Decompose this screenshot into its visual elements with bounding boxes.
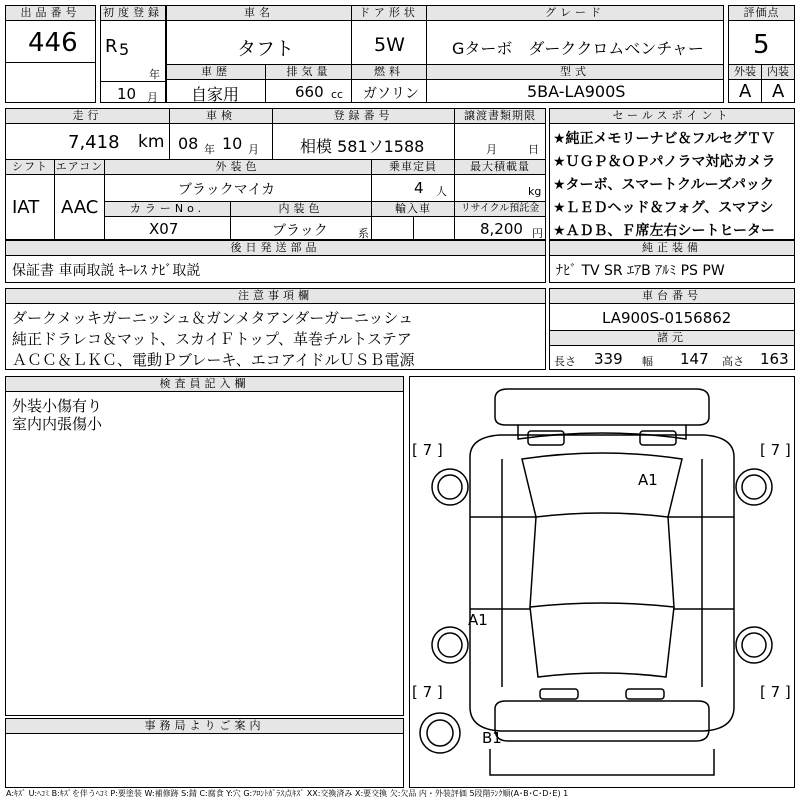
equipment-label: 純正装備 [550,241,794,256]
door-label: ドア形状 [352,6,426,21]
mileage-unit: km [138,132,165,152]
tire-tread-front-right: [ 7 ] [760,441,791,459]
recycle-label: リサイクル預託金 [455,202,545,217]
capacity: 4 [414,179,424,197]
ac-label: エアコン [55,160,104,173]
insp-month-unit: 月 [248,143,259,156]
transfer-day: 日 [528,143,539,156]
insp-year: 08 [178,134,199,153]
load-label: 最大積載量 [455,160,545,175]
sales-point-4: ★ＬＥＤヘッド＆フォグ、スマアシ [553,200,774,216]
int-color-suffix: 系 [358,227,369,240]
year-unit: 年 [149,68,160,81]
mileage: 7,418 [68,132,120,153]
capacity-label: 乗車定員 [372,160,454,175]
height-label: 高さ [722,355,744,368]
length-label: 長さ [554,355,576,368]
sales-points-box [549,108,795,240]
reg-month: 10 [117,85,137,103]
grade-label: グレード [427,6,723,21]
ext-color: ブラックマイカ [178,182,276,198]
legend-footer: A:ｷｽﾞ U:ﾍｺﾐ B:ｷｽﾞを伴うﾍｺﾐ P:要塗装 W:補修跡 S:錆 C:腐食 Y:穴 G:ﾌﾛﾝﾄｶﾞﾗｽ点ｷｽﾞ XX:交換済み X:要交換 欠:欠品 内・外装評価 5段階ﾗﾝｸ順(A･B･C･D･E) 1 [6,789,569,798]
width: 147 [680,350,709,368]
int-color: ブラック [272,223,328,239]
later-parts-box [5,240,546,283]
transfer-label: 譲渡書類期限 [455,109,545,124]
int-grade-label: 内装 [762,65,794,80]
lot-number-box [5,5,96,103]
inspection-label: 車検 [170,109,272,124]
sales-points-label: セールスポイント [550,109,794,124]
month-unit: 月 [147,91,158,104]
grade: Gターボ ダーククロムベンチャー [452,39,704,58]
first-registration-label: 初度登録 [103,6,163,19]
int-grade: A [772,81,785,102]
sales-point-5: ★ＡＤＢ、Ｆ席左右シートヒーター [553,223,775,239]
tire-tread-rear-right: [ 7 ] [760,683,791,701]
car-outline-diagram [410,377,794,787]
door-type: 5W [374,34,405,56]
ext-grade-label: 外装 [729,65,761,80]
chassis-box [549,288,795,370]
model-label: 型式 [427,65,723,80]
inspector-line-1: 外装小傷有り [12,397,103,415]
insp-month: 10 [222,134,243,153]
recycle-unit: 円 [532,227,543,240]
transfer-month: 月 [486,143,497,156]
fuel-label: 燃料 [352,65,426,80]
int-color-label: 内装色 [231,202,371,217]
plate-label: 登録番号 [273,109,454,124]
mileage-label: 走行 [6,109,169,124]
displacement-unit: cc [331,88,344,101]
lot-number-label: 出品番号 [6,6,95,21]
tire-tread-front-left: [ 7 ] [412,441,443,459]
damage-diagram [409,376,795,788]
length: 339 [594,350,623,368]
tire-tread-rear-left: [ 7 ] [412,683,443,701]
capacity-unit: 人 [436,185,447,198]
note-line-1: ダークメッキガーニッシュ＆ガンメタアンダーガーニッシュ [12,309,414,327]
car-name: タフト [237,38,295,60]
note-line-3: ＡＣＣ＆ＬＫＣ、電動Ｐブレーキ、エコアイドルＵＳＢ電源 [12,351,415,369]
history-label: 車歴 [167,65,265,80]
shift-label: シフト [6,160,54,175]
later-parts-label: 後日発送部品 [6,241,545,256]
inspector-line-2: 室内内張傷小 [12,415,103,433]
office-box [5,718,404,788]
import-label: 輸入車 [372,202,454,217]
ext-color-label: 外装色 [105,160,371,175]
first-registration-box [100,5,166,103]
era: R [105,36,118,57]
vehicle-info-box [5,108,546,240]
width-label: 幅 [642,355,653,368]
insp-year-unit: 年 [204,143,215,156]
lot-number: 446 [28,28,78,58]
damage-mark-a1-side: A1 [468,611,488,629]
ac: AAC [61,197,99,218]
fuel: ガソリン [363,86,419,102]
displacement-label: 排気量 [266,65,352,80]
notes-label: 注意事項欄 [6,289,545,304]
sales-point-3: ★ターボ、スマートクルーズパック [553,177,774,193]
sales-point-2: ★ＵＧＰ＆ＯＰパノラマ対応カメラ [553,154,776,170]
car-name-label: 車名 [167,6,351,21]
office-label: 事務局よりご案内 [6,719,403,734]
displacement: 660 [295,83,324,101]
ext-grade: A [739,81,752,102]
model: 5BA-LA900S [527,82,626,101]
score: 5 [753,30,770,60]
specs-label: 諸元 [550,331,794,346]
inspector-box [5,376,404,716]
load-unit: kg [528,185,542,198]
sales-point-1: ★純正メモリーナビ＆フルセグＴＶ [553,131,775,147]
damage-mark-b1-rear: B1 [482,729,502,747]
history: 自家用 [191,85,240,104]
reg-year: 5 [119,40,130,59]
damage-mark-a1-hood: A1 [638,471,658,489]
note-line-2: 純正ドラレコ＆マット、スカイＦトップ、革巻チルトステア [12,330,412,348]
later-parts: 保証書 車両取説 ｷｰﾚｽ ﾅﾋﾞ取説 [12,263,201,279]
recycle: 8,200 [480,220,523,238]
shift: IAT [12,197,40,218]
chassis-label: 車台番号 [550,289,794,304]
equipment-box [549,240,795,283]
chassis-number: LA900S-0156862 [602,309,732,327]
color-no-label: カラーNo. [105,202,230,217]
plate: 相模 581ソ1588 [300,137,425,156]
height: 163 [760,350,789,368]
main-header-box [166,5,724,103]
notes-box [5,288,546,370]
score-label: 評価点 [729,6,794,21]
inspector-label: 検査員記入欄 [6,377,403,392]
color-no: X07 [149,220,179,238]
score-box [728,5,795,103]
equipment: ﾅﾋﾞ TV SR ｴｱB ｱﾙﾐ PS PW [556,263,725,279]
